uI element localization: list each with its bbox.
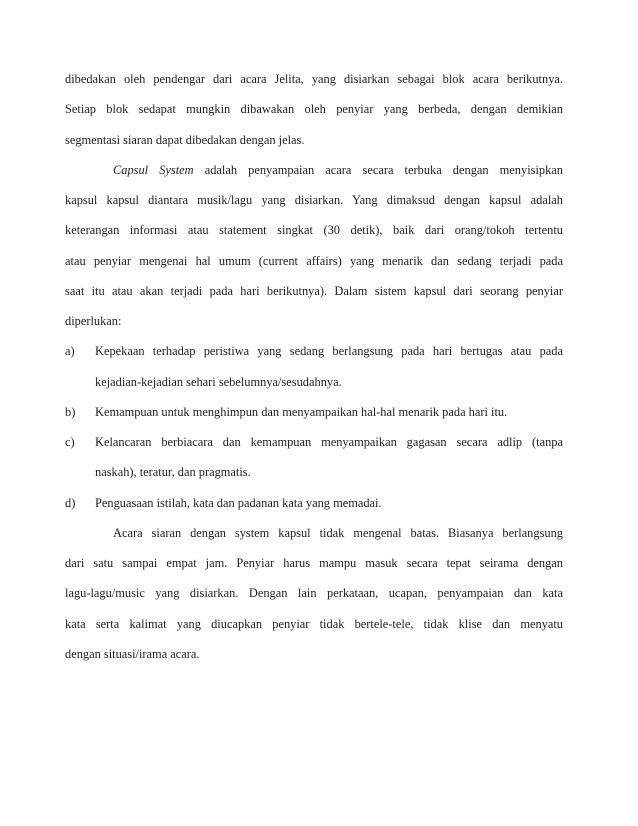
capsul-system-term: Capsul System bbox=[113, 162, 194, 177]
list-item-line bbox=[65, 397, 563, 427]
text-line: atau penyiar mengenai hal umum (current affairs) yang menarik dan sedang terjadi pada bbox=[65, 253, 563, 268]
list-item-line: naskah), teratur, dan pragmatis. bbox=[95, 465, 251, 480]
text-span: adalah penyampaian acara secara terbuka dengan menyisipkan bbox=[193, 162, 563, 177]
text-line: kapsul kapsul diantara musik/lagu yang disiarkan. Yang dimaksud dengan kapsul adalah bbox=[65, 193, 563, 207]
paragraph-continuation bbox=[65, 64, 563, 155]
requirements-list bbox=[65, 336, 563, 518]
text-line: dibedakan oleh pendengar dari acara Jelita, yang disiarkan sebagai blok acara berikutnya. bbox=[65, 72, 563, 86]
text-line: segmentasi siaran dapat dibedakan dengan jelas. bbox=[65, 132, 305, 147]
text-line: diperlukan: bbox=[65, 314, 122, 328]
list-item-line bbox=[65, 427, 563, 457]
list-item-b bbox=[65, 397, 563, 427]
text-line: lagu-lagu/music yang disiarkan. Dengan lain perkataan, ucapan, penyampaian dan kata bbox=[65, 586, 563, 601]
list-item-c bbox=[65, 427, 563, 488]
list-item-text: Kepekaan terhadap peristiwa yang sedang berlangsung pada hari bertugas atau pada bbox=[95, 344, 563, 359]
list-item-text: Kelancaran berbiacara dan kemampuan menyampaikan gagasan secara adlip (tanpa bbox=[95, 435, 563, 449]
text-line: dengan situasi/irama acara. bbox=[65, 646, 200, 661]
list-item-line bbox=[65, 336, 563, 366]
list-marker: d) bbox=[65, 495, 76, 510]
paragraph-acara-siaran bbox=[65, 518, 563, 669]
text-line bbox=[65, 155, 563, 185]
text-line: Setiap blok sedapat mungkin dibawakan oleh penyiar yang berbeda, dengan demikian bbox=[65, 102, 563, 117]
text-line: kata serta kalimat yang diucapkan penyiar tidak bertele-tele, tidak klise dan menyatu bbox=[65, 616, 563, 631]
list-marker: b) bbox=[65, 404, 76, 419]
text-line: Acara siaran dengan system kapsul tidak mengenal batas. Biasanya berlangsung bbox=[113, 525, 563, 540]
list-item-text: Kemampuan untuk menghimpun dan menyampaikan hal-hal menarik pada hari itu. bbox=[95, 404, 508, 419]
list-marker: c) bbox=[65, 435, 75, 449]
text-line: dari satu sampai empat jam. Penyiar harus mampu masuk secara tepat seirama dengan bbox=[65, 556, 563, 570]
list-item-line: kejadian-kejadian sehari sebelumnya/sesudahnya. bbox=[95, 374, 342, 389]
paragraph-capsul-system bbox=[65, 155, 563, 337]
list-item-line bbox=[65, 488, 563, 518]
list-item-text: Penguasaan istilah, kata dan padanan kata yang memadai. bbox=[95, 495, 382, 510]
list-marker: a) bbox=[65, 344, 75, 359]
list-item-d bbox=[65, 488, 563, 518]
text-line: keterangan informasi atau statement singkat (30 detik), baik dari orang/tokoh tertentu bbox=[65, 223, 563, 238]
text-line: saat itu atau akan terjadi pada hari berikutnya). Dalam sistem kapsul dari seorang penyiar bbox=[65, 283, 563, 298]
list-item-a bbox=[65, 336, 563, 397]
document-body bbox=[65, 64, 563, 669]
